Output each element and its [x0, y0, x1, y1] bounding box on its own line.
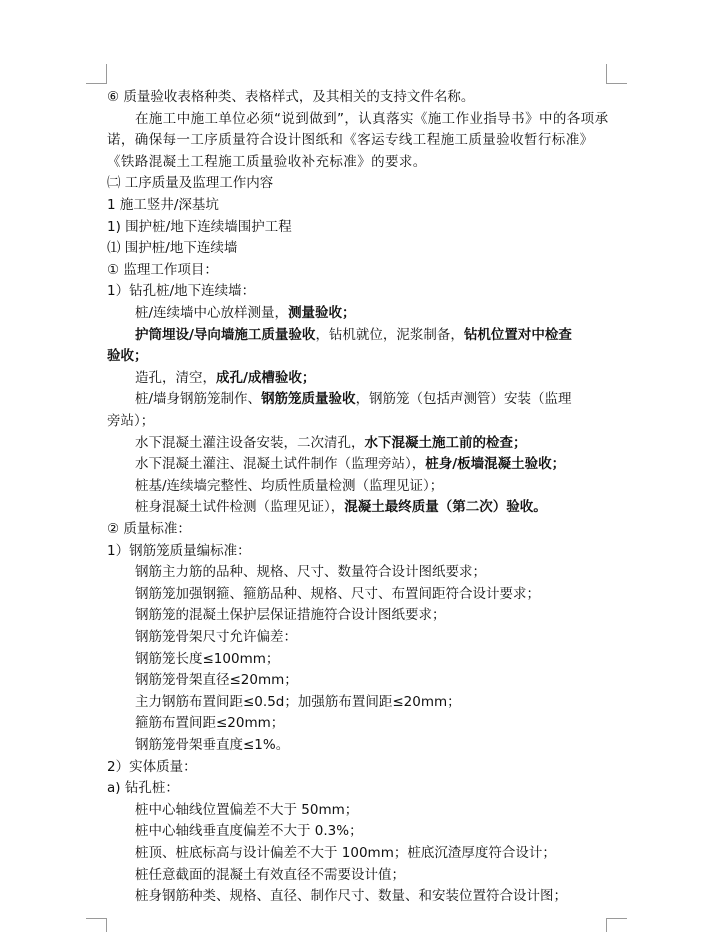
crop-mark-top-right-v: [606, 64, 607, 84]
text-line: 桩基/连续墙完整性、均质性质量检测（监理见证）；: [135, 477, 444, 494]
bold-segment: 成孔/成槽验收；: [216, 369, 316, 386]
text-line: [135, 433, 612, 453]
text-segment: 桩/墙身钢筋笼制作、: [135, 391, 262, 408]
text-line: 主力钢筋布置间距≤0.5d；加强筋布置间距≤20mm；: [135, 693, 461, 710]
text-line: 桩顶、桩底标高与设计偏差不大于 100mm；桩底沉渣厚度符合设计；: [135, 845, 556, 861]
crop-mark-bottom-left-h: [86, 918, 106, 919]
text-line: 2）实体质量：: [107, 758, 197, 775]
text-line: [135, 454, 612, 474]
text-line: 1）钻孔桩/地下连续墙：: [107, 283, 256, 300]
crop-mark-bottom-right-v: [606, 918, 607, 932]
text-line: [135, 497, 612, 517]
text-line: 钢筋笼加强钢箍、箍筋品种、规格、尺寸、布置间距符合设计要求；: [135, 585, 540, 602]
text-line: 1 施工竖井/深基坑: [107, 197, 219, 213]
text-segment: 造孔，清空，: [135, 369, 216, 386]
text-line: ① 监理工作项目：: [107, 261, 218, 278]
bold-segment: 测量验收；: [288, 305, 356, 321]
bold-segment: 钢筋笼质量验收: [261, 391, 356, 408]
crop-mark-bottom-left-v: [106, 918, 107, 932]
paragraph: 在施工中施工单位必须“说到做到”，认真落实《施工作业指导书》中的各项承诺，确保每一工序质量符合设计图纸和《客运专线工程施工质量验收暂行标准》《铁路混凝土工程施工质量验收补充标准》的要求。: [107, 110, 609, 170]
text-line: 钢筋笼骨架尺寸允许偏差：: [135, 629, 297, 645]
bold-segment: 钻机位置对中检查: [463, 326, 572, 343]
text-segment: 桩身混凝土试件检测（监理见证），: [135, 499, 345, 516]
crop-mark-bottom-right-h: [607, 918, 627, 919]
bold-segment: 桩身/板墙混凝土验收；: [425, 456, 566, 473]
text-line: 钢筋笼长度≤100mm；: [135, 650, 280, 667]
text-line: ② 质量标准：: [107, 521, 191, 537]
text-line: 1）钢筋笼质量编标准：: [107, 542, 251, 559]
bold-segment: 护筒埋设/导向墙施工质量验收: [135, 326, 316, 343]
text-line: 钢筋笼的混凝土保护层保证措施符合设计图纸要求；: [135, 607, 446, 624]
text-line: 箍筋布置间距≤20mm；: [135, 715, 285, 732]
text-line: 钢筋主力筋的品种、规格、尺寸、数量符合设计图纸要求；: [135, 564, 486, 581]
bold-segment: 水下混凝土施工前的检查；: [364, 434, 527, 451]
text-segment: 水下混凝土灌注、混凝土试件制作（监理旁站），: [135, 456, 426, 473]
text-line: a) 钻孔桩：: [107, 780, 179, 797]
text-line: [135, 303, 612, 323]
text-line: [135, 325, 612, 345]
crop-mark-top-left-h: [86, 83, 106, 84]
text-line: 1) 围护桩/地下连续墙围护工程: [107, 218, 292, 235]
text-line: 钢筋笼骨架直径≤20mm；: [135, 672, 298, 689]
bold-segment: 验收；: [107, 348, 148, 365]
crop-mark-top-right-h: [607, 83, 627, 84]
text-line: [135, 389, 612, 409]
text-line: 旁站）；: [107, 413, 155, 429]
text-line: ⑥ 质量验收表格种类、表格样式，及其相关的支持文件名称。: [107, 89, 475, 105]
text-line: 桩中心轴线垂直度偏差不大于 0.3%；: [135, 823, 363, 840]
crop-mark-top-left-v: [106, 64, 107, 84]
text-line: 钢筋笼骨架垂直度≤1%。: [135, 737, 290, 753]
text-segment: ，钢筋笼（包括声测管）安装（监理: [355, 391, 572, 408]
text-line: ㈡ 工序质量及监理工作内容: [107, 175, 274, 192]
text-segment: ，钻机就位，泥浆制备，: [315, 326, 464, 343]
text-line: 桩身钢筋种类、规格、直径、制作尺寸、数量、和安装位置符合设计图；: [135, 888, 567, 905]
text-line: [107, 346, 612, 366]
text-line: 桩中心轴线位置偏差不大于 50mm；: [135, 801, 359, 818]
text-segment: 桩/连续墙中心放样测量，: [135, 305, 289, 321]
text-segment: 水下混凝土灌注设备安装，二次清孔，: [135, 434, 365, 451]
bold-segment: 混凝土最终质量（第二次）验收。: [344, 499, 547, 516]
text-line: ⑴ 围护桩/地下连续墙: [107, 240, 238, 257]
text-line: 桩任意截面的混凝土有效直径不需要设计值；: [135, 866, 405, 883]
text-line: [135, 368, 612, 388]
